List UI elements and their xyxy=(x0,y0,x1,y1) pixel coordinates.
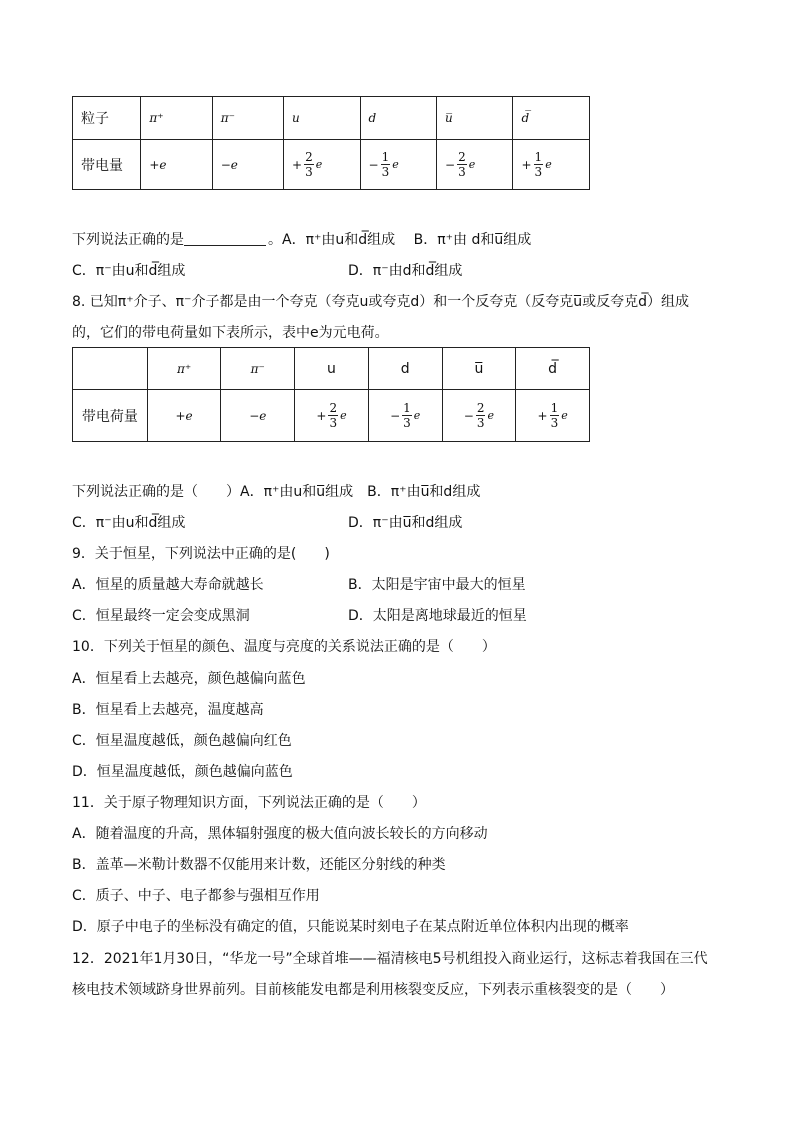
fraction-denominator: 3 xyxy=(381,165,390,179)
fraction-numerator: 1 xyxy=(550,401,559,415)
q10-option-c: C．恒星温度越低，颜色越偏向红色 xyxy=(72,733,292,749)
fraction-denominator: 3 xyxy=(403,416,411,430)
fraction-denominator: 3 xyxy=(329,416,338,430)
fraction-value xyxy=(445,150,475,179)
table-header-cell: π⁺ xyxy=(147,348,221,390)
fraction-sign: + xyxy=(537,408,548,423)
q8-options-line: 下列说法正确的是（ ）A．π⁺由u和u̅组成 B．π⁺由u̅和d组成 xyxy=(72,484,481,500)
q8-option-c: C．π⁻由u和d̅组成 xyxy=(72,515,186,531)
fraction-sign: + xyxy=(316,408,327,423)
fraction-numerator: 2 xyxy=(476,401,485,415)
table-header-cell xyxy=(73,348,148,390)
q11-option-a: A．随着温度的升高，黑体辐射强度的极大值向波长较长的方向移动 xyxy=(72,826,488,842)
q9-option-b: B．太阳是宇宙中最大的恒星 xyxy=(348,577,526,593)
fraction-sign: − xyxy=(463,408,474,423)
table-header-cell: u xyxy=(284,97,360,140)
table-header-cell: 粒子 xyxy=(73,97,141,140)
table-header-cell: d xyxy=(368,348,442,390)
table-row xyxy=(73,140,590,190)
fraction-unit: e xyxy=(468,158,476,171)
fraction-sign: + xyxy=(521,157,532,172)
table-cell xyxy=(360,140,436,190)
table-cell xyxy=(513,140,590,190)
table-header-cell: d̅ xyxy=(513,97,590,140)
table-header-row xyxy=(73,348,590,390)
charge-table-1 xyxy=(72,96,590,190)
table-header-cell: d̅ xyxy=(516,348,590,390)
q9-stem: 9．关于恒星，下列说法中正确的是( ) xyxy=(72,546,330,562)
table-cell: +e xyxy=(147,390,221,442)
q12-stem-line-1: 12．2021年1月30日，“华龙一号”全球首堆——福清核电5号机组投入商业运行，这标志着我国在三代 xyxy=(72,951,708,967)
table-header-cell: d xyxy=(360,97,436,140)
fraction-unit: e xyxy=(392,158,399,171)
charge-table-2 xyxy=(72,347,590,442)
q9-option-a: A．恒星的质量越大寿命就越长 xyxy=(72,577,264,593)
q10-stem: 10．下列关于恒星的颜色、温度与亮度的关系说法正确的是（ ） xyxy=(72,639,496,655)
fraction-denominator: 3 xyxy=(305,165,313,179)
q10-option-b: B．恒星看上去越亮，温度越高 xyxy=(72,702,264,718)
table-row-label: 带电量 xyxy=(73,140,141,190)
q11-option-d: D．原子中电子的坐标没有确定的值，只能说某时刻电子在某点附近单位体积内出现的概率 xyxy=(72,919,629,935)
fraction-numerator: 1 xyxy=(403,401,411,415)
fraction-value xyxy=(292,150,322,179)
q11-option-b: B．盖革—米勒计数器不仅能用来计数，还能区分射线的种类 xyxy=(72,857,446,873)
q7-option-d: D．π⁻由d和d̅组成 xyxy=(348,263,463,279)
fraction-numerator: 2 xyxy=(458,150,466,164)
fraction-unit: e xyxy=(561,409,568,422)
fraction-denominator: 3 xyxy=(534,165,543,179)
fraction-value xyxy=(521,150,551,179)
table-cell xyxy=(284,140,360,190)
table-header-cell: π⁺ xyxy=(141,97,212,140)
q9-option-c: C．恒星最终一定会变成黑洞 xyxy=(72,608,250,624)
fraction-sign: − xyxy=(445,157,456,172)
table-header-cell: u xyxy=(295,348,369,390)
q10-option-a: A．恒星看上去越亮，颜色越偏向蓝色 xyxy=(72,671,306,687)
table-header-cell: u̅ xyxy=(437,97,513,140)
fraction-numerator: 2 xyxy=(305,150,313,164)
q8-option-d: D．π⁻由u̅和d组成 xyxy=(348,515,463,531)
table-row-label: 带电荷量 xyxy=(73,390,148,442)
table-cell xyxy=(437,140,513,190)
table-header-row xyxy=(73,97,590,140)
fraction-numerator: 1 xyxy=(381,150,390,164)
fraction-unit: e xyxy=(545,158,552,171)
q7-stem xyxy=(72,229,531,249)
table-cell xyxy=(295,390,369,442)
q8-stem-line-1: 8. 已知π⁺介子、π⁻介子都是由一个夸克（夸克u或夸克d）和一个反夸克（反夸克u̅或反夸克d̅）组成 xyxy=(72,294,689,310)
table-header-cell: π⁻ xyxy=(212,97,283,140)
table-header-cell: π⁻ xyxy=(221,348,295,390)
table-cell: −e xyxy=(221,390,295,442)
table-cell xyxy=(442,390,516,442)
fraction-unit: e xyxy=(413,409,421,422)
fraction-value xyxy=(538,401,568,430)
fraction-numerator: 2 xyxy=(329,401,338,415)
table-cell xyxy=(368,390,442,442)
fraction-denominator: 3 xyxy=(458,165,466,179)
table-cell: +e xyxy=(141,140,212,190)
q7-option-c: C．π⁻由u和d̅组成 xyxy=(72,263,186,279)
fraction-sign: − xyxy=(390,408,401,423)
table-row xyxy=(73,390,590,442)
answer-blank xyxy=(184,231,266,246)
fraction-numerator: 1 xyxy=(534,150,543,164)
fraction-value xyxy=(390,401,420,430)
fraction-sign: − xyxy=(368,157,379,172)
q7-stem-prefix: 下列说法正确的是 xyxy=(72,232,184,248)
q9-option-d: D．太阳是离地球最近的恒星 xyxy=(348,608,527,624)
table-header-cell: u̅ xyxy=(442,348,516,390)
q10-option-d: D．恒星温度越低，颜色越偏向蓝色 xyxy=(72,764,293,780)
fraction-sign: + xyxy=(292,157,303,172)
table-cell: −e xyxy=(212,140,283,190)
q11-option-c: C．质子、中子、电子都参与强相互作用 xyxy=(72,888,320,904)
fraction-value xyxy=(464,401,494,430)
fraction-denominator: 3 xyxy=(550,416,559,430)
q12-stem-line-2: 核电技术领域跻身世界前列。目前核能发电都是利用核裂变反应，下列表示重核裂变的是（ ） xyxy=(72,982,674,998)
table-cell xyxy=(516,390,590,442)
fraction-value xyxy=(316,401,346,430)
fraction-value xyxy=(369,150,399,179)
fraction-denominator: 3 xyxy=(476,416,485,430)
q7-stem-options: 。A．π⁺由u和d̅组成 B．π⁺由 d和u̅组成 xyxy=(268,232,532,248)
fraction-unit: e xyxy=(340,409,347,422)
fraction-unit: e xyxy=(487,409,494,422)
fraction-unit: e xyxy=(315,158,323,171)
q11-stem: 11．关于原子物理知识方面，下列说法正确的是（ ） xyxy=(72,795,426,811)
q8-stem-line-2: 的，它们的带电荷量如下表所示，表中e为元电荷。 xyxy=(72,325,389,341)
